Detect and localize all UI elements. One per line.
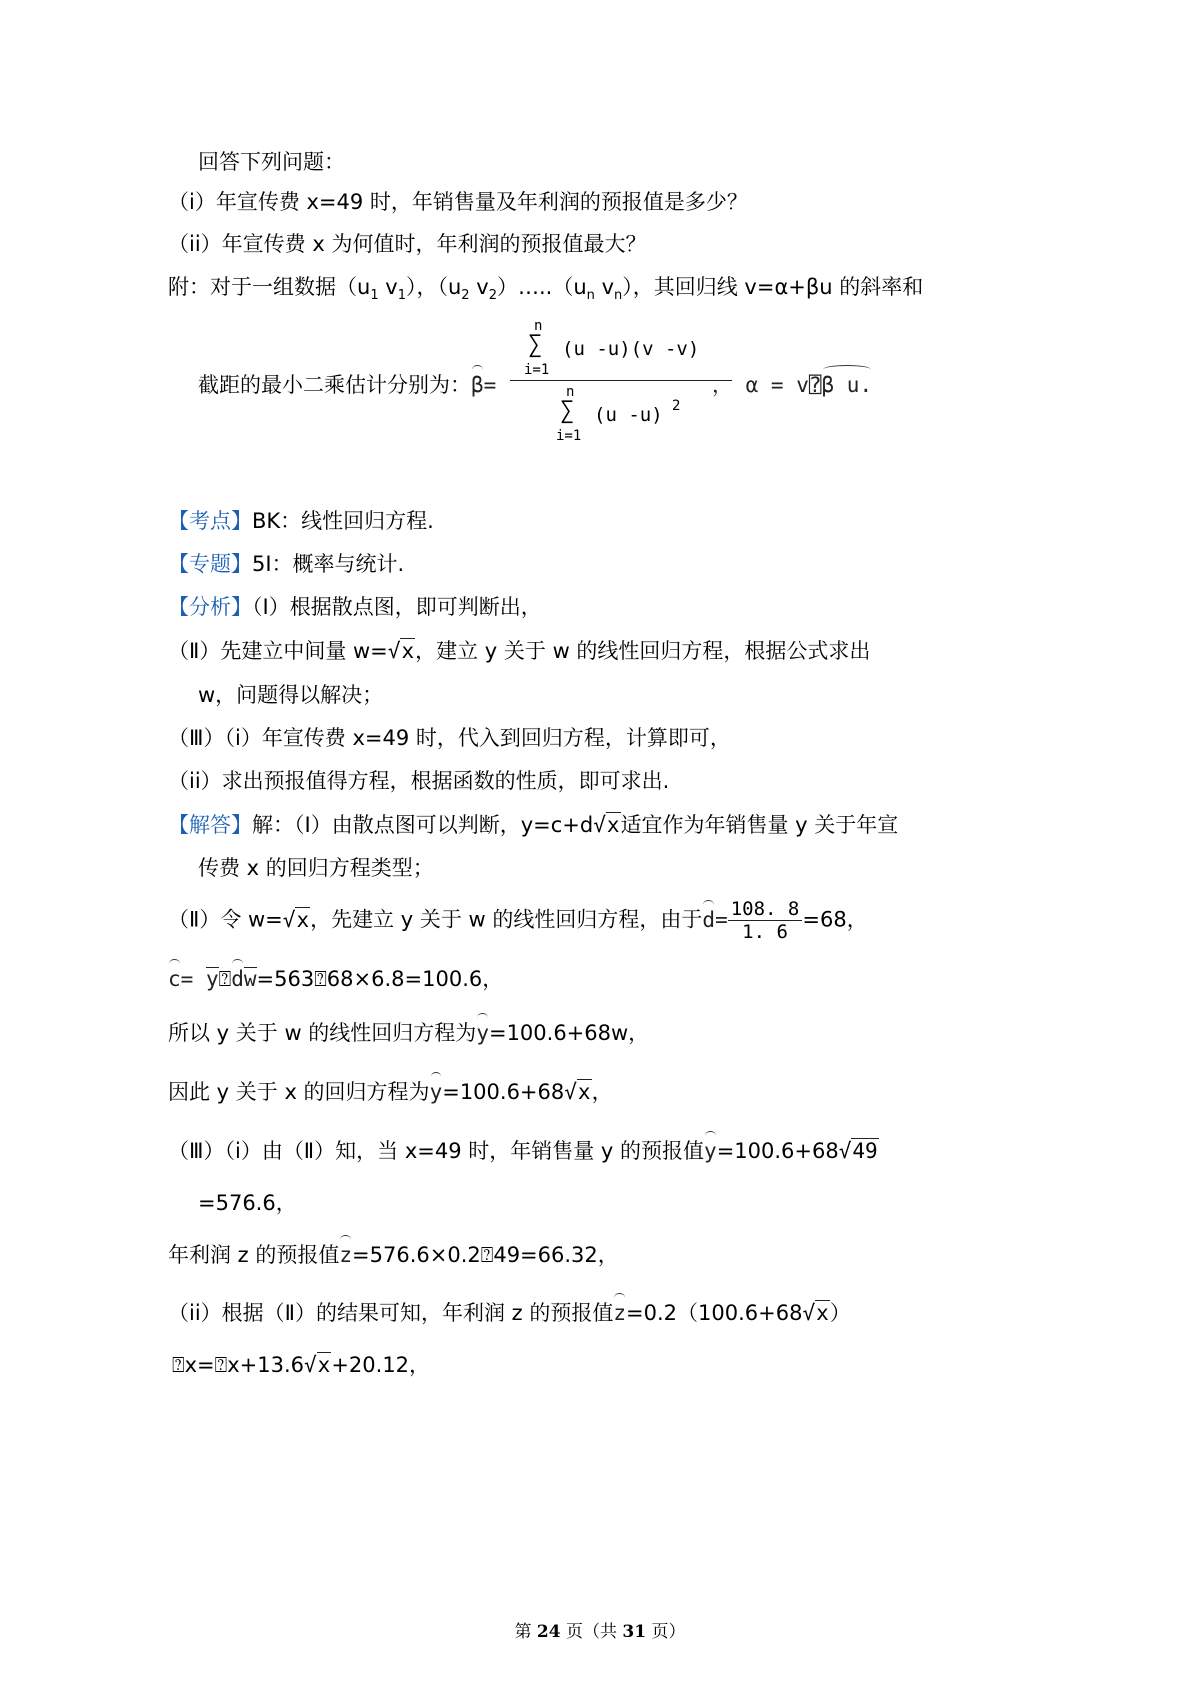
jieda-text: ，先建立 y 关于 w 的线性回归方程，由于 — [310, 907, 703, 932]
sum-lower-limit: i=1 — [556, 428, 582, 444]
sqrt-x: √x — [593, 813, 620, 837]
fenxi-line-1 — [168, 592, 542, 622]
appendix-text: v — [594, 275, 614, 299]
alpha-text: ， α = v — [712, 373, 809, 397]
radicand: x — [317, 1353, 331, 1377]
formula-denominator: (u -u) — [594, 404, 663, 426]
radicand: x — [606, 813, 620, 837]
fenxi-tag: 【分析】 — [168, 595, 252, 619]
subscript: 2 — [488, 288, 497, 304]
sqrt-49: √49 — [838, 1139, 878, 1163]
jieda-text: 所以 y 关于 w 的线性回归方程为 — [168, 1021, 477, 1045]
jieda-text: =0.2（100.6+68 — [626, 1301, 803, 1325]
formula-numerator: (u -u)(v -v) — [562, 338, 700, 360]
jieda-line-11 — [172, 1350, 430, 1380]
sigma-symbol: ∑ — [528, 330, 543, 358]
alpha-formula — [712, 370, 872, 400]
jieda-text: ） — [829, 1301, 851, 1325]
estimate-line — [198, 370, 496, 400]
d-hat: d — [231, 964, 244, 994]
sum-upper-limit: n — [566, 384, 575, 400]
jieda-text: （ii）根据（Ⅱ）的结果可知，年利润 z 的预报值 — [168, 1301, 614, 1325]
y-bar: y — [205, 967, 219, 991]
radicand: x — [577, 1080, 591, 1104]
sqrt-x: √x — [564, 1080, 591, 1104]
jieda-line-5 — [168, 1018, 649, 1048]
beta-u: β u. — [822, 370, 873, 400]
appendix-text: v — [469, 275, 489, 299]
sqrt-x: √x — [304, 1353, 331, 1377]
jieda-text: =100.6+68 — [716, 1139, 839, 1163]
jieda-text: =563⍰68×6.8=100.6， — [256, 967, 504, 991]
fenxi-text: ，建立 y 关于 w 的线性回归方程，根据公式求出 — [415, 639, 871, 663]
fenxi-line-4: （Ⅲ）（i）年宣传费 x=49 时，代入到回归方程，计算即可， — [168, 726, 731, 750]
appendix-text: v — [378, 275, 398, 299]
jieda-text: =100.6+68 — [442, 1080, 565, 1104]
subscript: 2 — [461, 288, 470, 304]
appendix-text: ）…..（u — [496, 275, 587, 299]
jieda-text: 年利润 z 的预报值 — [168, 1243, 340, 1267]
fenxi-line-5: （ii）求出预报值得方程，根据函数的性质，即可求出. — [168, 769, 670, 793]
intro-line: 回答下列问题： — [198, 150, 345, 174]
footer-text: 第 — [514, 1622, 537, 1642]
jieda-line-4 — [168, 964, 503, 994]
y-hat: y — [704, 1136, 717, 1166]
jieda-text: =68， — [802, 907, 868, 932]
radicand: x — [816, 1301, 829, 1325]
zhuanti-tag: 【专题】 — [168, 552, 252, 576]
footer-text: 页（共 — [560, 1622, 623, 1642]
jieda-text: 解：（Ⅰ）由散点图可以判断，y=c+d — [252, 813, 594, 837]
jieda-text: （Ⅱ）令 w= — [168, 907, 283, 932]
beta-hat: β — [471, 370, 484, 400]
jieda-line-6: 因此 y 关于 x 的回归方程为y=100.6+68√x， — [168, 1077, 613, 1107]
radicand: 49 — [852, 1139, 878, 1163]
jieda-text: +20.12， — [331, 1353, 431, 1377]
jieda-line-8: =576.6， — [198, 1191, 297, 1215]
minus-glyph: ⍰ — [808, 373, 822, 397]
c-hat: c — [168, 964, 181, 994]
sqrt-x: √x — [282, 907, 310, 932]
appendix-text: ），（u — [405, 275, 462, 299]
total-pages: 31 — [622, 1622, 647, 1642]
jieda-line-7 — [168, 1136, 879, 1166]
equals-sign: = — [483, 373, 497, 397]
jieda-text: 因此 y 关于 x 的回归方程为 — [168, 1080, 430, 1104]
jieda-line-3: （Ⅱ）令 w=√x，先建立 y 关于 w 的线性回归方程，由于d= $\frac{108. 8}{1. 6}$ =68， — [168, 898, 868, 943]
zhuanti-text: 5I：概率与统计. — [252, 552, 405, 576]
fraction-bar — [510, 380, 732, 381]
y-hat: y — [430, 1077, 443, 1107]
d-hat: d — [702, 905, 715, 935]
appendix-text: ），其回归线 v=α+βu 的斜率和 — [622, 275, 924, 299]
jieda-line-2: 传费 x 的回归方程类型； — [198, 856, 434, 880]
zhuanti-line — [168, 549, 404, 579]
subscript: 1 — [370, 288, 379, 304]
question-ii: （ii）年宣传费 x 为何值时，年利润的预报值最大？ — [168, 232, 647, 256]
page-footer — [0, 1617, 1200, 1642]
page-number: 24 — [536, 1622, 561, 1642]
question-i: （i）年宣传费 x=49 时，年销售量及年利润的预报值是多少？ — [168, 190, 748, 214]
equals-sign: = — [180, 967, 206, 991]
z-hat: z — [613, 1298, 626, 1328]
sigma-symbol: ∑ — [560, 396, 575, 424]
jieda-text: =100.6+68w， — [488, 1021, 650, 1045]
fenxi-line-3: w，问题得以解决； — [198, 683, 384, 707]
y-hat: y — [476, 1018, 489, 1048]
subscript: 1 — [397, 288, 406, 304]
kaodian-tag: 【考点】 — [168, 509, 252, 533]
appendix-line — [168, 272, 923, 311]
jieda-text: =576.6×0.2⍰49=66.32， — [352, 1243, 619, 1267]
d-fraction — [728, 898, 803, 943]
d-numerator: 108. 8 — [728, 898, 803, 921]
kaodian-text: BK：线性回归方程. — [252, 509, 434, 533]
jieda-line-10 — [168, 1298, 851, 1328]
fenxi-line-2 — [168, 636, 870, 666]
appendix-text: 附：对于一组数据（u — [168, 275, 371, 299]
sum-lower-limit: i=1 — [524, 362, 550, 378]
jieda-text: ⍰x=⍰x+13.6 — [172, 1353, 305, 1377]
jieda-text: （Ⅲ）（i）由（Ⅱ）知，当 x=49 时，年销售量 y 的预报值 — [168, 1139, 705, 1163]
subscript: n — [614, 288, 623, 304]
jieda-tag: 【解答】 — [168, 813, 252, 837]
sqrt-x: √x — [802, 1301, 829, 1325]
radicand: x — [401, 639, 415, 663]
jieda-line-1 — [168, 810, 898, 840]
minus-glyph: ⍰ — [218, 967, 232, 991]
exponent: 2 — [672, 398, 681, 414]
z-hat: z — [339, 1240, 352, 1270]
subscript: n — [586, 288, 595, 304]
sum-upper-limit: n — [534, 318, 543, 334]
kaodian-line — [168, 506, 434, 536]
d-denominator: 1. 6 — [742, 921, 788, 943]
sqrt-x: √x — [387, 639, 415, 663]
jieda-text: 适宜作为年销售量 y 关于年宣 — [620, 813, 899, 837]
estimate-label: 截距的最小二乘估计分别为： — [198, 373, 471, 397]
fenxi-text: （Ⅱ）先建立中间量 w= — [168, 639, 388, 663]
radicand: x — [296, 907, 310, 932]
footer-text: 页） — [646, 1622, 686, 1642]
fenxi-text: （Ⅰ）根据散点图，即可判断出， — [252, 595, 542, 619]
w-bar: w — [243, 967, 257, 991]
jieda-line-9 — [168, 1240, 619, 1270]
